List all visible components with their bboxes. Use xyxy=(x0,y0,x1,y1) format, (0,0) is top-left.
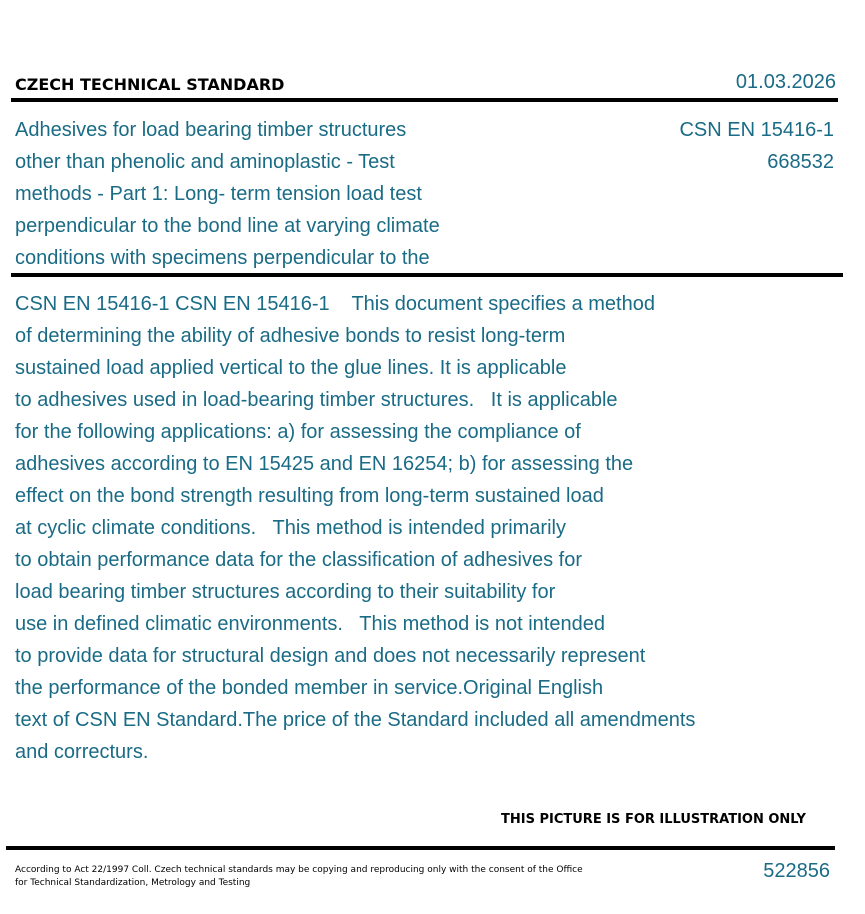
title-divider xyxy=(11,273,843,277)
abstract-line: to provide data for structural design and does not necessarily represent xyxy=(15,645,646,667)
title-line: methods - Part 1: Long- term tension load test xyxy=(15,183,422,205)
abstract-line: use in defined climatic environments. This method is not intended xyxy=(15,613,605,635)
illustration-disclaimer: THIS PICTURE IS FOR ILLUSTRATION ONLY xyxy=(501,812,806,827)
standard-title xyxy=(15,114,535,274)
publication-date: 01.03.2026 xyxy=(735,71,836,93)
title-line: Adhesives for load bearing timber structures xyxy=(15,119,407,141)
abstract-line: CSN EN 15416-1 CSN EN 15416-1 This document specifies a method xyxy=(15,293,655,315)
abstract-line: to obtain performance data for the classification of adhesives for xyxy=(15,549,582,571)
abstract-line: effect on the bond strength resulting from long-term sustained load xyxy=(15,485,604,507)
document-category-label: CZECH TECHNICAL STANDARD xyxy=(15,75,285,94)
abstract-line: adhesives according to EN 15425 and EN 16254; b) for assessing the xyxy=(15,453,634,475)
standard-identifiers xyxy=(679,114,834,178)
title-line: perpendicular to the bond line at varying climate xyxy=(15,215,440,237)
standard-code: CSN EN 15416-1 xyxy=(679,119,834,141)
abstract-line: to adhesives used in load-bearing timber structures. It is applicable xyxy=(15,389,618,411)
abstract-line: text of CSN EN Standard.The price of the Standard included all amendments xyxy=(15,709,696,731)
abstract-line: of determining the ability of adhesive bonds to resist long-term xyxy=(15,325,566,347)
abstract-line: load bearing timber structures according to their suitability for xyxy=(15,581,556,603)
title-line: other than phenolic and aminoplastic - Test xyxy=(15,151,395,173)
header-divider xyxy=(11,98,838,102)
abstract-line: the performance of the bonded member in service.Original English xyxy=(15,677,604,699)
footer-divider xyxy=(6,846,835,850)
standard-abstract xyxy=(15,288,845,768)
abstract-line: and correcturs. xyxy=(15,741,149,763)
legal-line: According to Act 22/1997 Coll. Czech technical standards may be copying and reproducing only with the consent of the Office xyxy=(15,865,583,875)
abstract-line: for the following applications: a) for assessing the compliance of xyxy=(15,421,581,443)
title-line: conditions with specimens perpendicular to the xyxy=(15,247,430,269)
legal-line: for Technical Standardization, Metrology and Testing xyxy=(15,878,251,888)
catalog-number: 668532 xyxy=(767,151,834,173)
abstract-line: at cyclic climate conditions. This method is intended primarily xyxy=(15,517,566,539)
legal-notice xyxy=(15,864,615,890)
abstract-line: sustained load applied vertical to the glue lines. It is applicable xyxy=(15,357,567,379)
document-id-number: 522856 xyxy=(763,860,830,882)
